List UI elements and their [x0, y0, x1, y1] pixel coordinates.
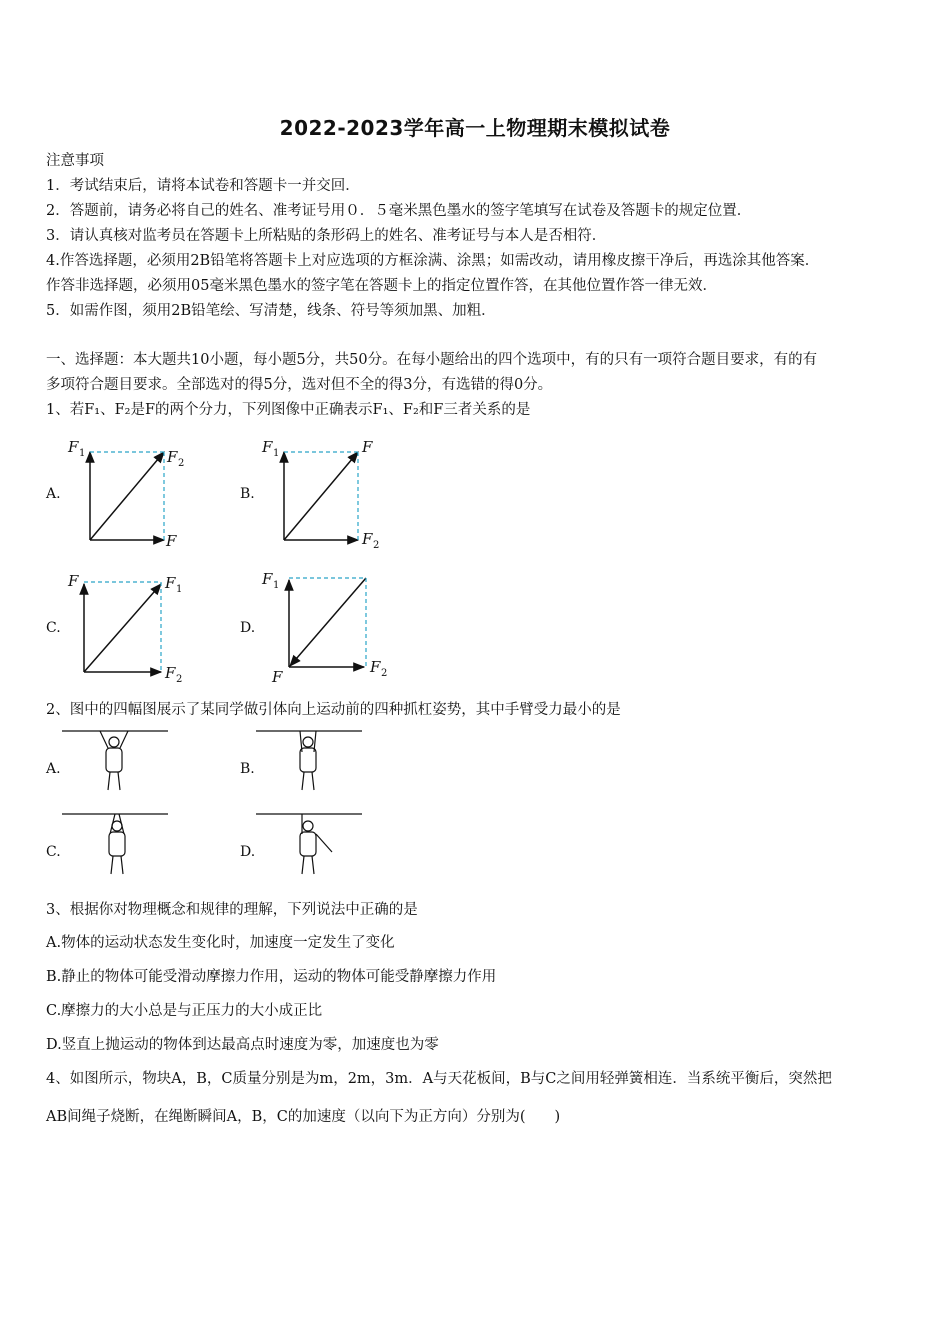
q1-diagram-d [261, 570, 387, 686]
q3-option-d: D.竖直上抛运动的物体到达最高点时速度为零，加速度也为零 [46, 1037, 439, 1053]
q2-option-c-label: C. [46, 844, 61, 860]
q4-text-cont: AB间绳子烧断，在绳断瞬间A，B，C的加速度（以向下为正方向）分别为( ) [46, 1109, 561, 1125]
label-f2: F [167, 448, 178, 466]
section1-instructions-cont: 多项符合题目要求。全部选对的得5分，选对但不全的得3分，有选错的得0分。 [46, 377, 553, 393]
q2-option-d-label: D. [240, 844, 256, 860]
svg-text:2: 2 [381, 668, 388, 679]
notice-item-4-cont: 作答非选择题，必须用05毫米黑色墨水的签字笔在答题卡上的指定位置作答，在其他位置作答一律无效． [46, 278, 717, 294]
q3-option-a: A.物体的运动状态发生变化时，加速度一定发生了变化 [46, 935, 395, 951]
q2-option-b-label: B. [240, 761, 255, 777]
label-f1: F [165, 574, 176, 592]
label-f2: F [362, 530, 373, 548]
q2-figure-a [62, 731, 168, 790]
notice-item-2: 2．答题前，请务必将自己的姓名、准考证号用０．５毫米黑色墨水的签字笔填写在试卷及答题卡的规定位置． [46, 203, 752, 219]
label-f2: F [165, 664, 176, 682]
q1-text: 1、若F₁、F₂是F的两个分力，下列图像中正确表示F₁、F₂和F三者关系的是 [46, 402, 531, 418]
notice-item-3: 3．请认真核对监考员在答题卡上所粘贴的条形码上的姓名、准考证号与本人是否相符． [46, 228, 607, 244]
q1-diagram-b [261, 438, 379, 551]
label-f2: F [370, 658, 381, 676]
q2-text: 2、图中的四幅图展示了某同学做引体向上运动前的四种抓杠姿势，其中手臂受力最小的是 [46, 702, 621, 718]
q1-option-d-label: D. [240, 620, 256, 636]
q2-figure-c [62, 814, 168, 874]
q3-option-c: C.摩擦力的大小总是与正压力的大小成正比 [46, 1003, 323, 1019]
svg-text:2: 2 [176, 674, 183, 685]
label-f: F [68, 572, 79, 590]
q2-option-a-label: A. [46, 761, 61, 777]
q1-diagram-a [67, 438, 184, 550]
q3-option-b: B.静止的物体可能受滑动摩擦力作用，运动的物体可能受静摩擦力作用 [46, 969, 497, 985]
page-title: 2022-2023学年高一上物理期末模拟试卷 [279, 116, 671, 140]
q1-diagram-c [67, 572, 182, 685]
svg-text:1: 1 [273, 448, 280, 459]
q1-option-a-label: A. [46, 486, 61, 502]
section1-instructions: 一、选择题：本大题共10小题，每小题5分，共50分。在每小题给出的四个选项中，有的只有一项符合题目要求，有的有 [46, 352, 818, 368]
svg-text:1: 1 [79, 448, 86, 459]
notice-item-4: 4.作答选择题，必须用2B铅笔将答题卡上对应选项的方框涂满、涂黑；如需改动，请用橡皮擦干净后，再选涂其他答案． [46, 253, 820, 269]
q1-option-c-label: C. [46, 620, 61, 636]
q1-option-b-label: B. [240, 486, 255, 502]
label-f1: F [262, 438, 273, 456]
q4-text: 4、如图所示，物块A，B，C质量分别是为m，2m，3m．A与天花板间，B与C之间用轻弹簧相连．当系统平衡后，突然把 [46, 1071, 832, 1087]
svg-text:2: 2 [178, 458, 185, 469]
label-f1: F [262, 570, 273, 588]
label-f: F [166, 532, 177, 550]
svg-text:2: 2 [373, 540, 380, 551]
svg-text:1: 1 [273, 580, 280, 591]
q2-figure-b [256, 731, 362, 790]
label-f: F [272, 668, 283, 686]
svg-text:1: 1 [176, 584, 183, 595]
q3-text: 3、根据你对物理概念和规律的理解，下列说法中正确的是 [46, 902, 418, 918]
notice-item-5: 5．如需作图，须用2B铅笔绘、写清楚，线条、符号等须加黑、加粗． [46, 303, 496, 319]
q2-figure-d [256, 814, 362, 874]
notice-item-1: 1．考试结束后，请将本试卷和答题卡一并交回． [46, 178, 360, 194]
label-f1: F [68, 438, 79, 456]
label-f: F [362, 438, 373, 456]
notice-heading: 注意事项 [46, 153, 104, 169]
